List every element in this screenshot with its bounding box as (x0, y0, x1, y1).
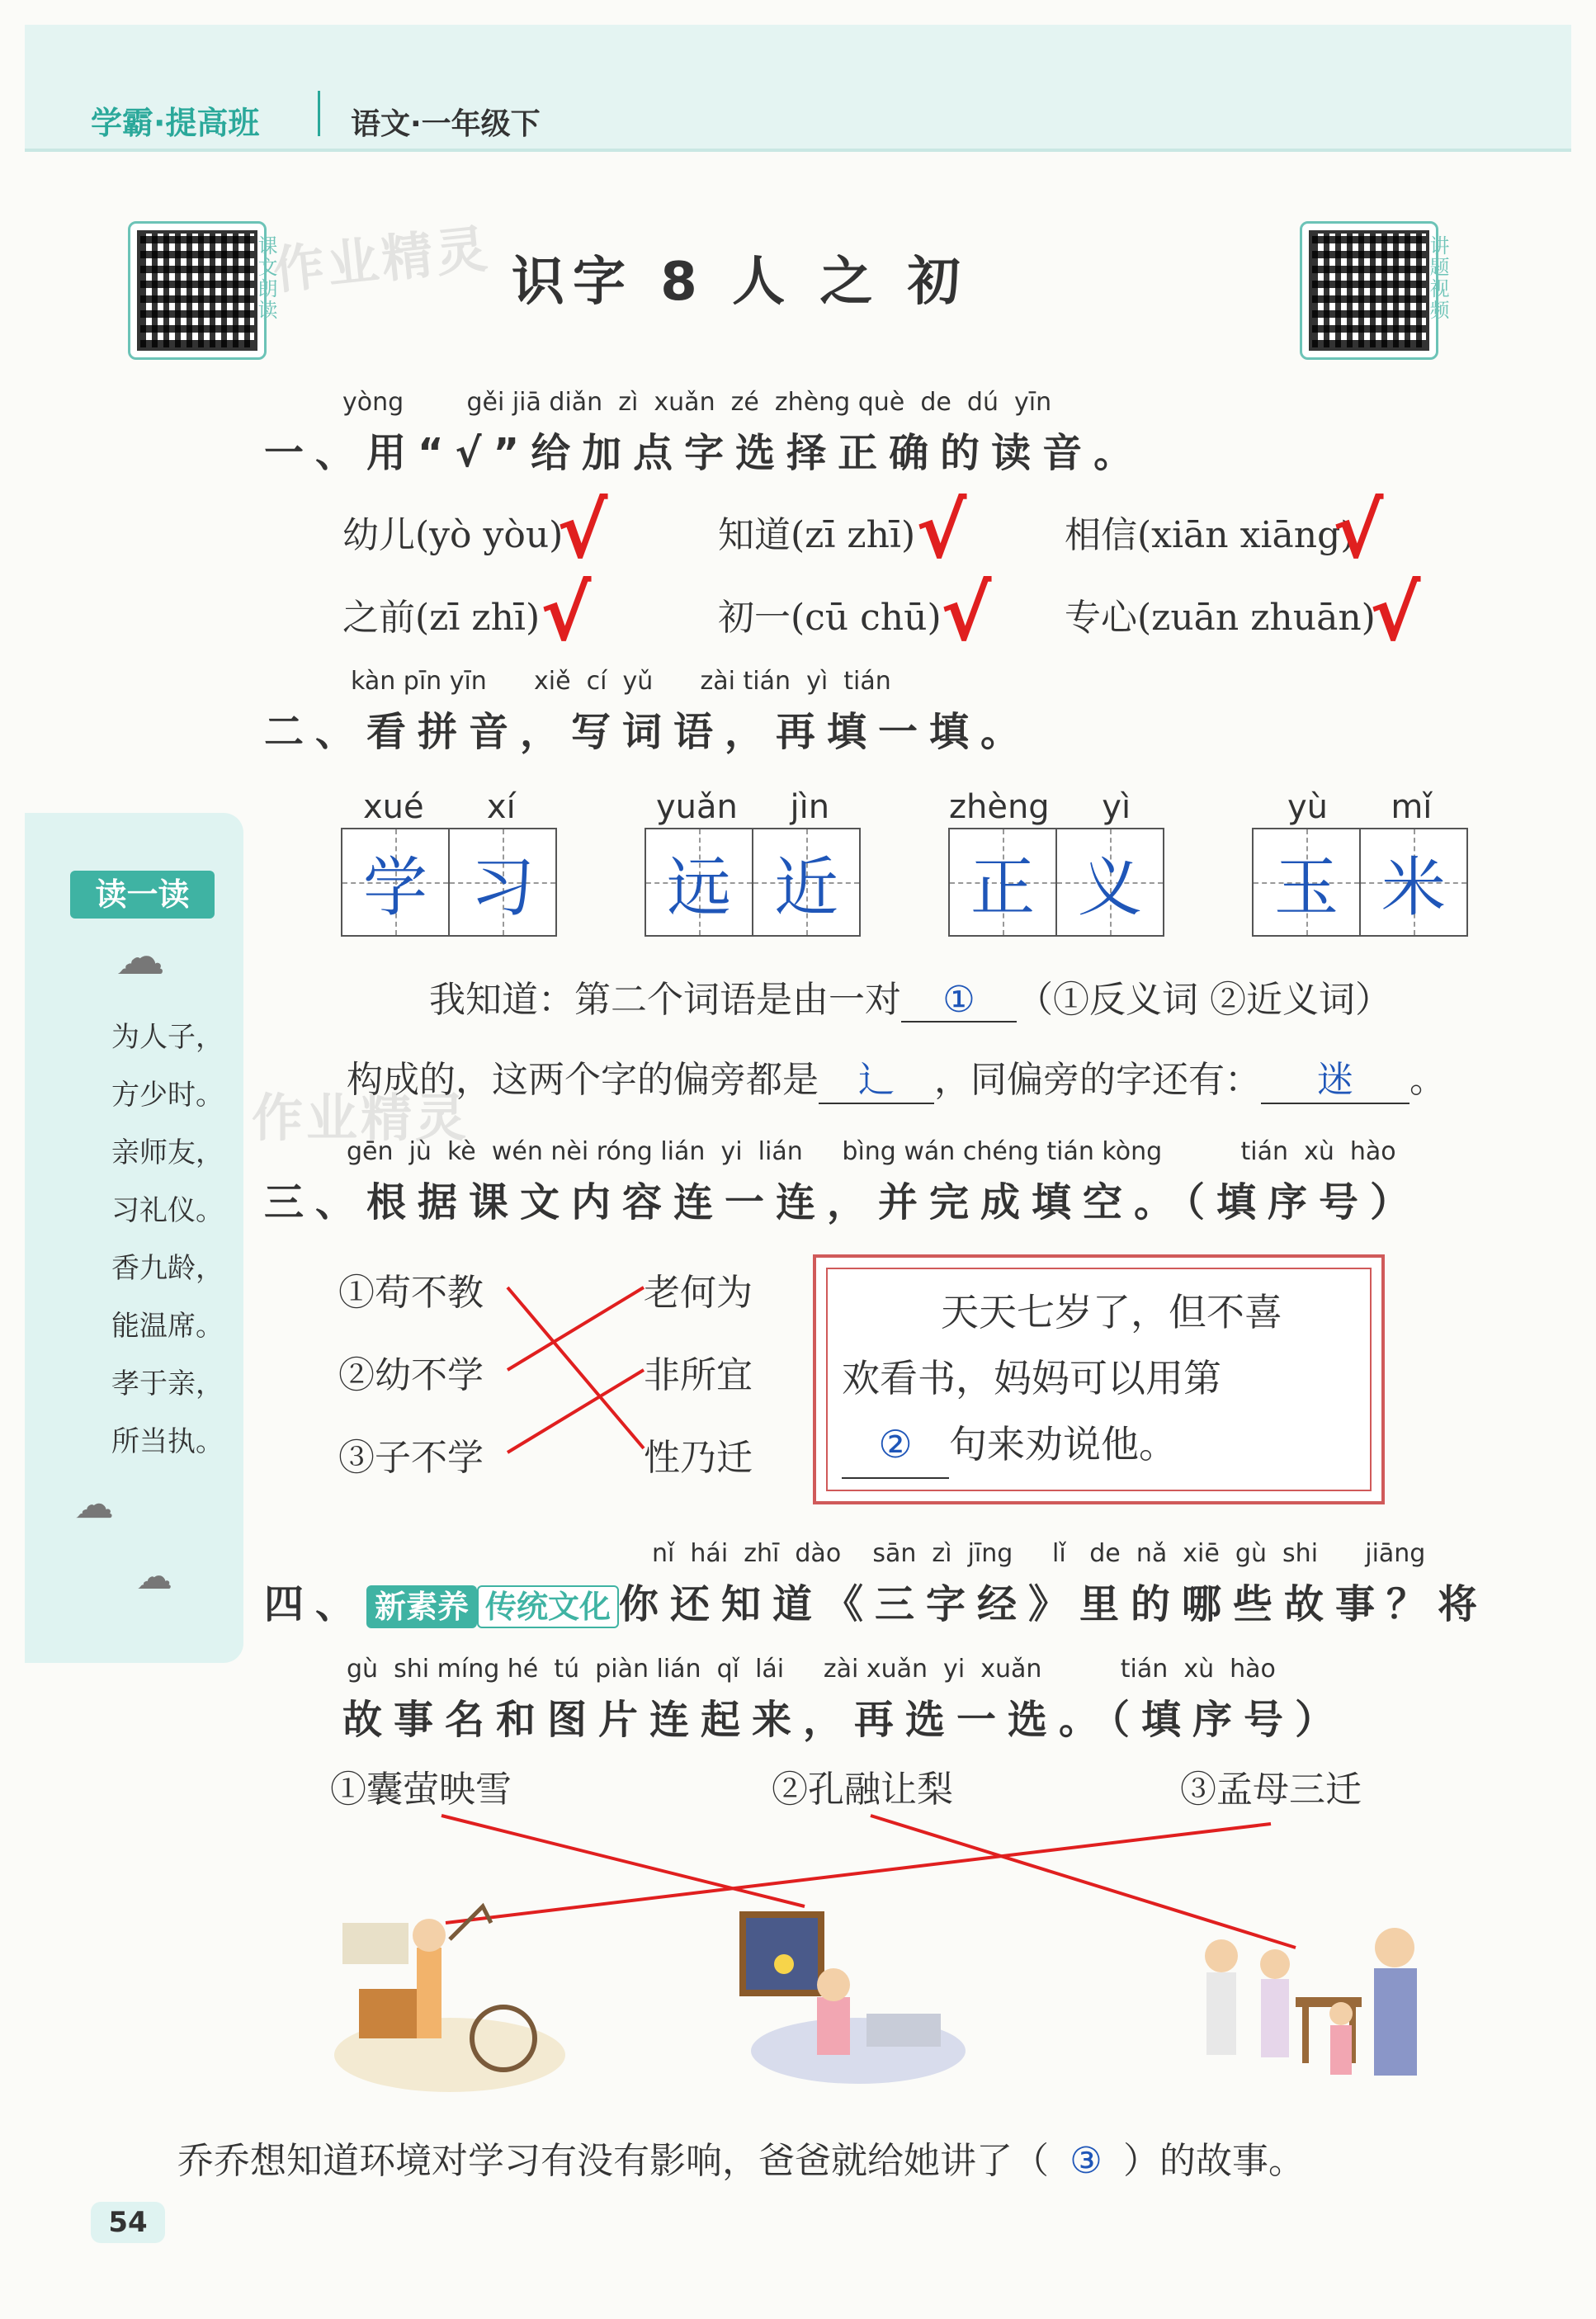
q1-item: 知道(zī zhī) (718, 514, 916, 556)
sidebar-tag: 读一读 (70, 871, 215, 919)
check-mark-icon: √ (541, 569, 592, 658)
illustration-mencius-mother (326, 1890, 574, 2104)
check-mark-icon: √ (916, 487, 967, 575)
q3-pinyin: gēn jù kè wén nèi róng lián yi lián bìng wán chéng tián kòng tián xù hào (347, 1137, 1396, 1166)
page-number: 54 (91, 2202, 165, 2243)
q3-text: 三、根据课文内容连一连，并完成填空。（填序号） (264, 1179, 1422, 1226)
q1-item: 相信(xiān xiāng) (1065, 514, 1355, 556)
q1-item: 初一(cū chū) (718, 597, 942, 639)
answer-char: 近 (773, 851, 838, 925)
badge-new-literacy: 新素养 (366, 1585, 477, 1628)
check-mark-icon: √ (1370, 569, 1421, 658)
q2-line2: 构成的，这两个字的偏旁都是 辶 ，同偏旁的字还有： 迷 。 (347, 1050, 1446, 1104)
answer-char: 义 (1077, 851, 1142, 925)
match-line (508, 1370, 644, 1452)
match-line (508, 1287, 644, 1370)
word-pinyin: zhèng yì (949, 788, 1131, 826)
answer-fill: ② (842, 1411, 949, 1479)
answer-char: 远 (666, 851, 731, 925)
watermark: 作业精灵 (252, 1088, 470, 1148)
answer-char: 正 (970, 851, 1035, 925)
q4-pinyin-1: nǐ hái zhī dào sān zì jīng lǐ de nǎ xiē gù shi jiāng (652, 1539, 1426, 1568)
subject-label: 语文·一年级下 (351, 107, 541, 141)
match-line (508, 1287, 644, 1448)
q1-item: 之前(zī zhī) (342, 597, 541, 639)
q1-text: 一、用“√”给加点字选择正确的读音。 (264, 430, 1145, 476)
q2-pinyin: kàn pīn yīn xiě cí yǔ zài tián yì tián (351, 667, 891, 696)
answer-char: 习 (470, 851, 535, 925)
story-name: ①囊萤映雪 (330, 1769, 512, 1811)
q3-right-item: 老何为 (644, 1272, 753, 1314)
q2-text: 二、看拼音，写词语，再填一填。 (264, 709, 1032, 755)
q4-pinyin-2: gù shi míng hé tú piàn lián qǐ lái zài xuǎn yi xuǎn tián xù hào (347, 1655, 1276, 1684)
q4-final-line: 乔乔想知道环境对学习有没有影响，爸爸就给她讲了（ ③ ）的故事。 (177, 2140, 1305, 2182)
cloud-icon: ☁ (136, 1556, 172, 1598)
q3-left-item: ②幼不学 (338, 1354, 484, 1396)
story-name: ③孟母三迁 (1180, 1769, 1362, 1811)
answer-fill: 迷 (1261, 1050, 1409, 1104)
answer-char: 米 (1381, 851, 1446, 925)
q1-item: 专心(zuān zhuān) (1065, 597, 1376, 639)
answer-fill: 辶 (819, 1050, 934, 1104)
q4-line2: 故事名和图片连起来，再选一选。（填序号） (342, 1697, 1347, 1743)
cloud-icon: ☁ (116, 928, 165, 986)
q2-line1: 我知道：第二个词语是由一对 ① （①反义词 ②近义词） (429, 979, 1391, 1021)
watermark: 作业精灵 (270, 218, 493, 301)
qr-right-tag: 讲题视频 (1426, 235, 1449, 321)
cloud-icon: ☁ (74, 1481, 114, 1528)
word-pinyin: yù mǐ (1287, 788, 1433, 826)
story-name: ②孔融让梨 (772, 1769, 953, 1811)
word-pinyin: yuǎn jìn (656, 788, 830, 826)
badge-traditional-culture: 传统文化 (477, 1585, 619, 1628)
page-title: 识字 8 人 之 初 (512, 252, 969, 313)
check-mark-icon: √ (941, 569, 992, 658)
brand-name: 学霸·提高班 (91, 105, 260, 141)
q3-left-item: ①苟不教 (338, 1272, 484, 1314)
q4-line1: 四、 新素养 传统文化 你还知道《三字经》里的哪些故事？将 (264, 1581, 1490, 1627)
sidebar-poem: 为人子， 方少时。 亲师友， 习礼仪。 香九龄， 能温席。 孝于亲， 所当执。 (111, 1021, 224, 1458)
answer-fill: ① (901, 979, 1017, 1023)
word-pinyin: xué xí (363, 788, 516, 826)
check-mark-icon: √ (557, 487, 608, 575)
q3-right-item: 性乃迁 (644, 1437, 753, 1479)
q3-left-item: ③子不学 (338, 1437, 484, 1479)
answer-char: 学 (362, 851, 427, 925)
qr-left-tag: 课文朗读 (254, 235, 277, 321)
check-mark-icon: √ (1333, 487, 1384, 575)
answer-fill: ③ (1070, 2140, 1103, 2182)
q1-pinyin: yòng gěi jiā diǎn zì xuǎn zé zhèng què de dú yīn (342, 388, 1052, 417)
answer-char: 玉 (1273, 851, 1339, 925)
fill-box-text: 天天七岁了，但不喜 欢看书，妈妈可以用第 ② 句来劝说他。 (842, 1279, 1353, 1479)
illustration-kongrong-pear (1172, 1906, 1428, 2104)
q3-right-item: 非所宜 (644, 1354, 753, 1396)
q1-item: 幼儿(yò yòu) (342, 514, 564, 556)
illustration-firefly-snow (726, 1906, 982, 2096)
